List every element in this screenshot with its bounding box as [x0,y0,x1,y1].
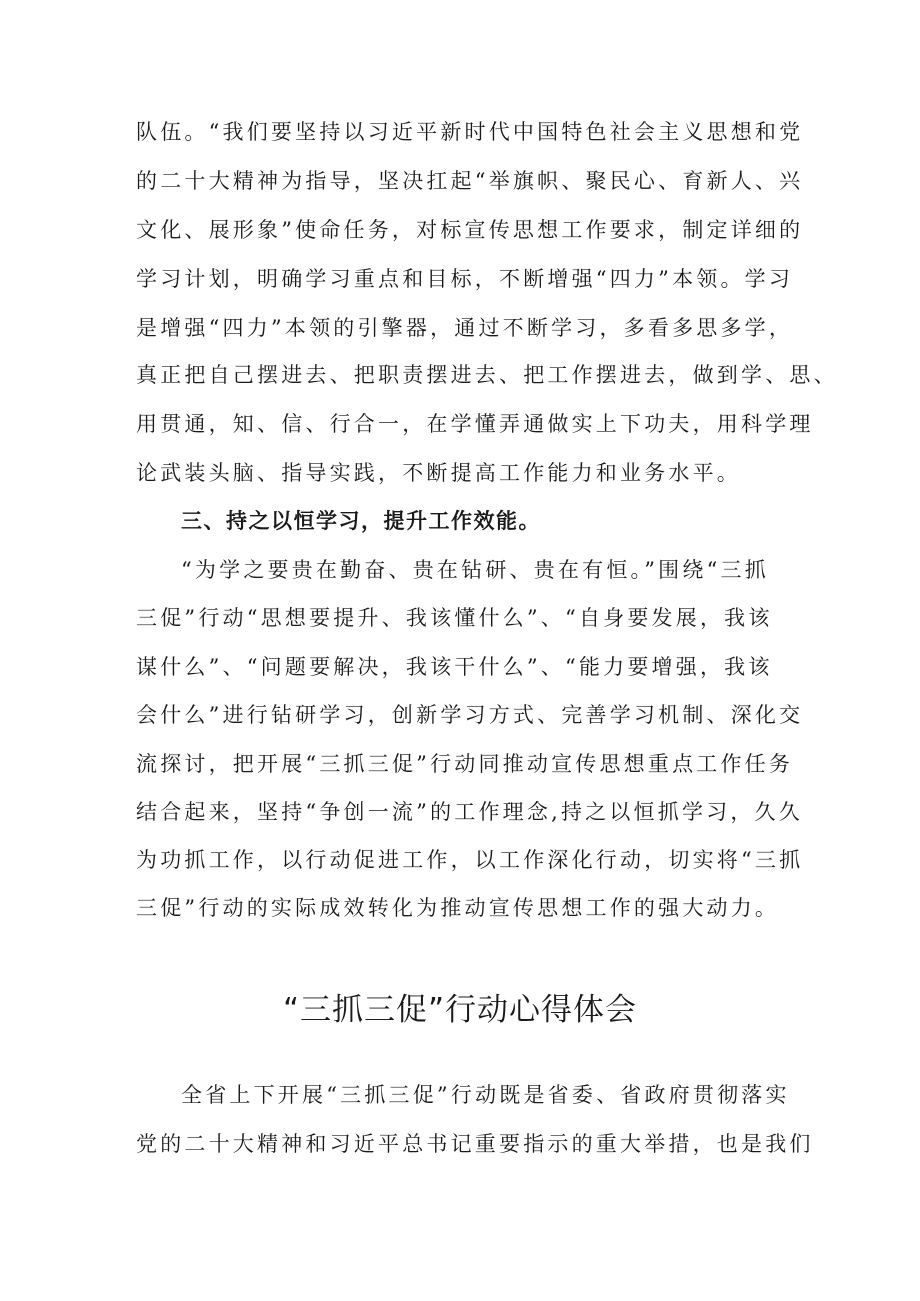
paragraph-line: 结合起来，坚持“争创一流”的工作理念,持之以恒抓学习，久久 [136,800,803,824]
section-heading: 三、持之以恒学习，提升工作效能。 [181,509,541,533]
paragraph-line: 队伍。“我们要坚持以习近平新时代中国特色社会主义思想和党 [136,120,804,144]
paragraph-line: 流探讨，把开展“三抓三促”行动同推动宣传思想重点工作任务 [136,752,794,776]
paragraph-line: “为学之要贵在勤奋、贵在钻研、贵在有恒。”围绕“三抓 [181,558,769,582]
paragraph-line: 用贯通，知、信、行合一，在学懂弄通做实上下功夫，用科学理 [136,412,814,436]
paragraph-line: 全省上下开展“三抓三促”行动既是省委、省政府贯彻落实 [181,1083,790,1107]
paragraph-line: 党的二十大精神和习近平总书记重要指示的重大举措，也是我们 [136,1132,814,1156]
paragraph-line: 三促”行动“思想要提升、我该懂什么”、“自身要发展，我该 [136,606,773,630]
article-title: “三抓三促”行动心得体会 [282,992,638,1028]
paragraph-line: 真正把自己摆进去、把职责摆进去、把工作摆进去，做到学、思、 [136,363,838,387]
paragraph-line: 学习计划，明确学习重点和目标，不断增强“四力”本领。学习 [136,267,794,291]
paragraph-line: 的二十大精神为指导，坚决扛起“举旗帜、聚民心、育新人、兴 [136,169,804,193]
paragraph-line: 会什么”进行钻研学习，创新学习方式、完善学习机制、深化交 [136,703,804,727]
paragraph-line: 为功抓工作，以行动促进工作，以工作深化行动，切实将“三抓 [136,848,804,872]
paragraph-line: 文化、展形象”使命任务，对标宣传思想工作要求，制定详细的 [136,218,804,242]
paragraph-line: 论武装头脑、指导实践，不断提高工作能力和业务水平。 [136,461,741,485]
paragraph-line: 三促”行动的实际成效转化为推动宣传思想工作的强大动力。 [136,896,780,920]
paragraph-line: 是增强“四力”本领的引擎器，通过不断学习，多看多思多学， [136,316,794,340]
paragraph-line: 谋什么”、“问题要解决，我该干什么”、“能力要增强，我该 [136,655,773,679]
